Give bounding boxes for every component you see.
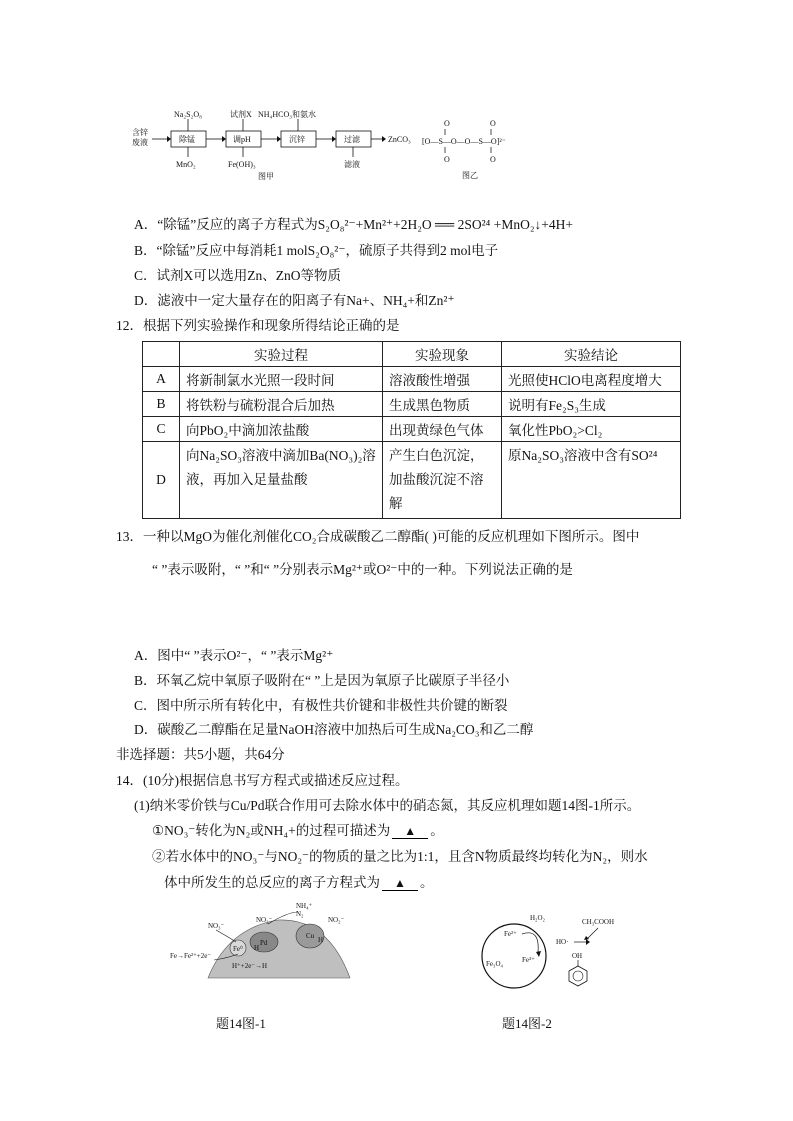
svg-text:NO₂⁻: NO₂⁻ <box>256 916 273 924</box>
cell-process: 将铁粉与硫粉混合后加热 <box>180 392 383 417</box>
cell-phenomenon: 产生白色沉淀，加盐酸沉淀不溶解 <box>383 442 502 519</box>
svg-text:Fe→Fe²⁺+2e⁻: Fe→Fe²⁺+2e⁻ <box>170 952 212 960</box>
q11-option-b: B．“除锰”反应中每消耗1 molS₂O₈²⁻，硫原子共得到2 mol电子 <box>134 243 499 258</box>
svg-text:CH₃COOH: CH₃COOH <box>582 918 614 926</box>
header-phenomenon: 实验现象 <box>383 342 502 367</box>
q13-stem-line1: 13．一种以MgO为催化剂催化CO₂合成碳酸乙二醇酯( )可能的反应机理如下图所示。图中 <box>116 529 640 544</box>
svg-text:NH₄⁺: NH₄⁺ <box>296 902 313 910</box>
q11-option-a: A．“除锰”反应的离子方程式为S₂O₈²⁻+Mn²⁺+2H₂O ══ 2SO²⁴ +MnO₂↓+4H+ <box>134 217 574 232</box>
svg-text:OH: OH <box>572 952 583 960</box>
q12-experiment-table <box>142 341 681 519</box>
svg-text:Fe²⁺: Fe²⁺ <box>504 930 517 938</box>
svg-text:滤液: 滤液 <box>344 160 360 169</box>
svg-text:NO₃⁻: NO₃⁻ <box>208 922 225 930</box>
answer-blank[interactable]: ▲ <box>392 824 428 839</box>
q14-part1: (1)纳米零价铁与Cu/Pd联合作用可去除水体中的硝态氮，其反应机理如题14图-1所示。 <box>134 798 641 813</box>
svg-text:图甲: 图甲 <box>258 172 274 181</box>
svg-text:调pH: 调pH <box>233 135 251 144</box>
svg-text:H: H <box>254 944 260 952</box>
svg-text:Fe(OH)₃: Fe(OH)₃ <box>228 160 256 169</box>
figure-yi-peroxodisulfate <box>420 118 540 180</box>
svg-text:Fe₃O₄: Fe₃O₄ <box>486 960 503 968</box>
answer-blank[interactable]: ▲ <box>382 876 418 891</box>
svg-text:废液: 废液 <box>132 138 148 147</box>
svg-text:ZnCO₃: ZnCO₃ <box>388 135 411 144</box>
q14-sub1 <box>152 822 444 840</box>
svg-text:Fe⁰: Fe⁰ <box>233 945 243 953</box>
svg-text:MnO₂: MnO₂ <box>176 160 196 169</box>
svg-text:[O—S—O—O—S—O]²⁻: [O—S—O—O—S—O]²⁻ <box>422 137 506 146</box>
header-blank <box>143 342 180 367</box>
figure-14-1-caption: 题14图-1 <box>216 1016 266 1031</box>
table-row <box>143 367 681 392</box>
cell-conclusion: 原Na₂SO₃溶液中含有SO²⁴ <box>502 442 681 519</box>
svg-text:过滤: 过滤 <box>344 135 360 144</box>
svg-text:NO₂⁻: NO₂⁻ <box>328 916 345 924</box>
q14-sub2-line1: ②若水体中的NO₃⁻与NO₂⁻的物质的量之比为1:1，且含N物质最终均转化为N₂，则水 <box>152 849 648 864</box>
svg-text:含锌: 含锌 <box>132 128 148 137</box>
q14-stem: 14．(10分)根据信息书写方程式或描述反应过程。 <box>116 773 409 788</box>
svg-text:O: O <box>490 155 496 164</box>
svg-text:试剂X: 试剂X <box>230 110 252 119</box>
sub2-end: 。 <box>420 875 434 890</box>
svg-text:H⁺+2e⁻→H: H⁺+2e⁻→H <box>232 962 268 970</box>
table-row <box>143 417 681 442</box>
table-row <box>143 392 681 417</box>
figure-jia-flowchart <box>130 105 420 185</box>
row-label: A <box>143 367 180 392</box>
section-title: 非选择题：共5小题，共64分 <box>116 747 285 762</box>
svg-text:O: O <box>444 155 450 164</box>
figure-14-2-caption: 题14图-2 <box>502 1016 552 1031</box>
svg-text:Pd: Pd <box>260 939 268 947</box>
svg-text:N₂: N₂ <box>296 910 304 918</box>
header-process: 实验过程 <box>180 342 383 367</box>
svg-text:H₂O₂: H₂O₂ <box>530 914 545 922</box>
svg-text:‖: ‖ <box>444 128 447 137</box>
svg-text:O: O <box>444 119 450 128</box>
cell-process: 向Na₂SO₃溶液中滴加Ba(NO₃)₂溶液，再加入足量盐酸 <box>180 442 383 519</box>
table-header-row <box>143 342 681 367</box>
row-label: C <box>143 417 180 442</box>
figure-14-1 <box>168 898 358 980</box>
svg-text:Na₂S₂O₈: Na₂S₂O₈ <box>174 110 202 119</box>
row-label: B <box>143 392 180 417</box>
sub1-end: 。 <box>430 823 444 838</box>
q13-option-d: D．碳酸乙二醇酯在足量NaOH溶液中加热后可生成Na₂CO₃和乙二醇 <box>134 722 534 737</box>
cell-process: 向PbO₂中滴加浓盐酸 <box>180 417 383 442</box>
svg-text:Cu: Cu <box>306 932 315 940</box>
q13-option-a: A．图中“ ”表示O²⁻，“ ”表示Mg²⁺ <box>134 648 334 663</box>
q11-option-d: D．滤液中一定大量存在的阳离子有Na+、NH₄+和Zn²⁺ <box>134 293 455 308</box>
svg-text:沉锌: 沉锌 <box>289 135 305 144</box>
q13-option-b: B．环氧乙烷中氧原子吸附在“ ”上是因为氧原子比碳原子半径小 <box>134 673 510 688</box>
sub2-text: 体中所发生的总反应的离子方程式为 <box>164 875 380 890</box>
svg-text:‖: ‖ <box>490 128 493 137</box>
q14-sub2-line2 <box>164 874 434 892</box>
row-label: D <box>143 442 180 519</box>
sub1-text: ①NO₃⁻转化为N₂或NH₄+的过程可描述为 <box>152 823 391 838</box>
svg-text:O: O <box>490 119 496 128</box>
cell-phenomenon: 出现黄绿色气体 <box>383 417 502 442</box>
figure-14-2 <box>478 908 658 996</box>
svg-text:Fe³⁺: Fe³⁺ <box>522 956 535 964</box>
svg-text:图乙: 图乙 <box>462 171 478 180</box>
header-conclusion: 实验结论 <box>502 342 681 367</box>
svg-text:HO·: HO· <box>556 938 569 946</box>
cell-conclusion: 说明有Fe₂S₃生成 <box>502 392 681 417</box>
svg-text:‖: ‖ <box>490 146 493 155</box>
svg-text:NH₄HCO₃和氨水: NH₄HCO₃和氨水 <box>258 110 317 119</box>
svg-text:H: H <box>318 936 324 944</box>
cell-conclusion: 氧化性PbO₂>Cl₂ <box>502 417 681 442</box>
cell-phenomenon: 溶液酸性增强 <box>383 367 502 392</box>
q11-option-c: C．试剂X可以选用Zn、ZnO等物质 <box>134 268 341 283</box>
table-row <box>143 442 681 519</box>
svg-text:‖: ‖ <box>444 146 447 155</box>
q12-stem: 12．根据下列实验操作和现象所得结论正确的是 <box>116 318 400 333</box>
cell-conclusion: 光照使HClO电离程度增大 <box>502 367 681 392</box>
cell-process: 将新制氯水光照一段时间 <box>180 367 383 392</box>
cell-phenomenon: 生成黑色物质 <box>383 392 502 417</box>
svg-text:除锰: 除锰 <box>179 135 195 144</box>
q13-stem-line2: “ ”表示吸附，“ ”和“ ”分别表示Mg²⁺或O²⁻中的一种。下列说法正确的是 <box>152 562 573 577</box>
q13-option-c: C．图中所示所有转化中，有极性共价键和非极性共价键的断裂 <box>134 698 508 713</box>
